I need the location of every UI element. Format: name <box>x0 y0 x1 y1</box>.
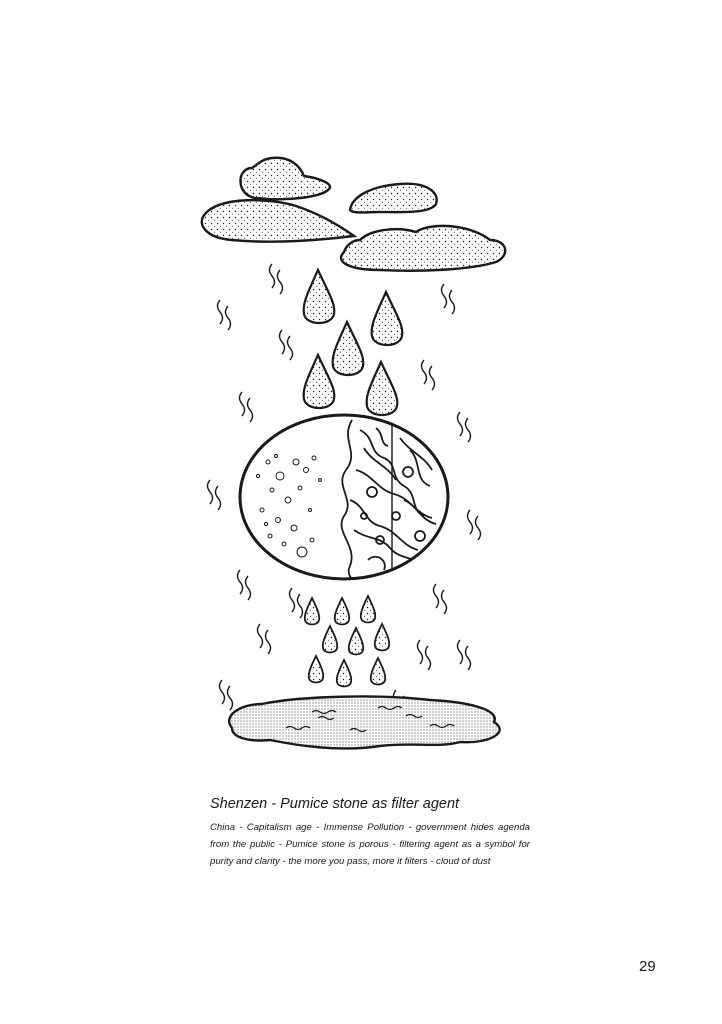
raindrop <box>309 656 323 683</box>
caption-title: Shenzen - Pumice stone as filter agent <box>210 796 460 812</box>
raindrop <box>375 624 389 651</box>
large-raindrops <box>304 270 403 415</box>
raindrop <box>371 658 385 685</box>
raindrop <box>335 598 349 625</box>
raindrop <box>361 596 375 623</box>
pumice-stone <box>240 415 448 582</box>
cloud-left <box>202 200 354 242</box>
cloud-top <box>240 158 330 200</box>
caption-body: China - Capitalism age - Immense Pollution - government hides agenda from the public - Pumice stone is porous - filtering agent as a symbol for purity and clarity - the more you pass, more it filters - cloud of dust <box>210 822 530 867</box>
cloud-right-bottom <box>341 226 505 271</box>
raindrop <box>304 355 335 408</box>
small-raindrops <box>305 596 389 687</box>
raindrop <box>323 626 337 653</box>
cloud-right-top <box>350 184 437 213</box>
raindrop <box>367 362 398 415</box>
raindrop <box>333 322 364 375</box>
cloud-group <box>202 158 505 271</box>
raindrop <box>349 628 363 655</box>
caption <box>210 795 530 870</box>
puddle <box>229 697 499 749</box>
raindrop <box>304 270 335 323</box>
page-number: 29 <box>639 958 656 975</box>
raindrop <box>337 660 351 687</box>
raindrop <box>305 598 319 625</box>
raindrop <box>372 292 403 345</box>
